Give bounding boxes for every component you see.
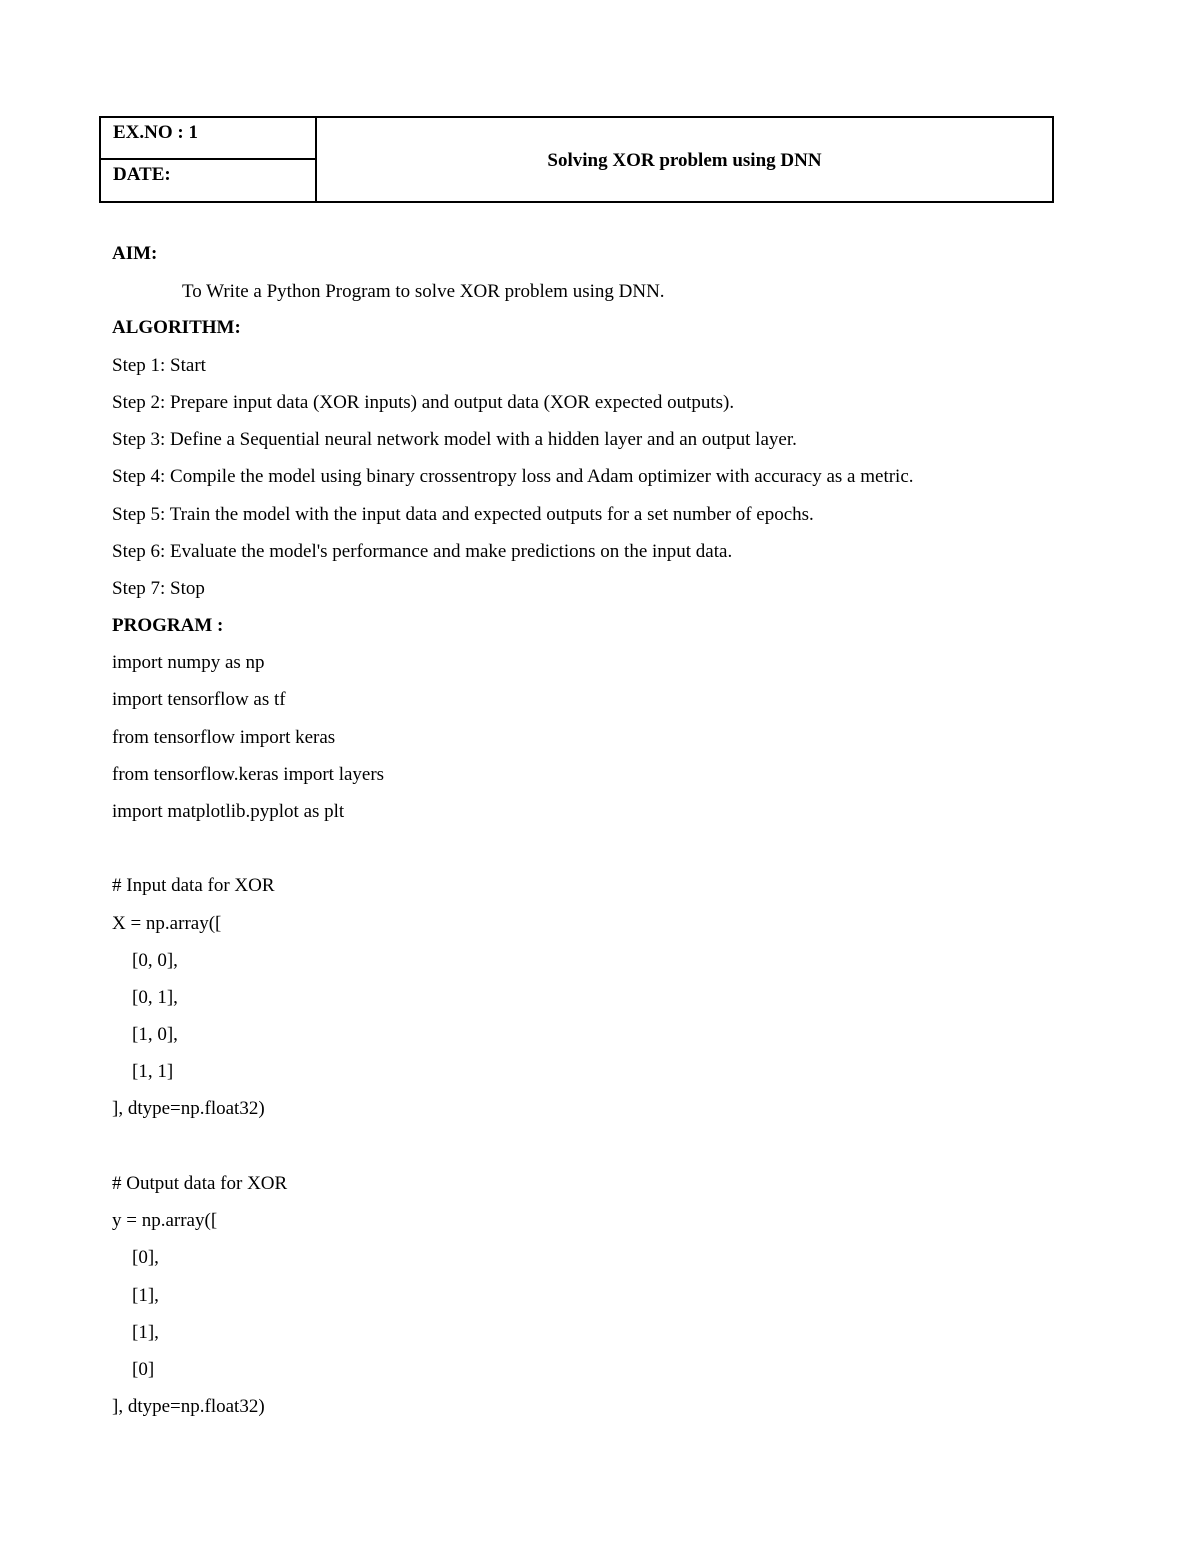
code-comment: # Output data for XOR [112, 1173, 288, 1194]
program-heading: PROGRAM : [112, 615, 224, 636]
exercise-number: EX.NO : 1 [101, 118, 315, 160]
code-line: ], dtype=np.float32) [112, 1098, 265, 1119]
code-line: y = np.array([ [112, 1210, 218, 1231]
code-comment: # Input data for XOR [112, 875, 275, 896]
algorithm-step: Step 7: Stop [112, 578, 205, 599]
code-line: X = np.array([ [112, 913, 222, 934]
code-line: import numpy as np [112, 652, 265, 673]
code-line: [0] [132, 1359, 155, 1380]
header-table [99, 116, 1054, 203]
algorithm-step: Step 2: Prepare input data (XOR inputs) and output data (XOR expected outputs). [112, 392, 735, 413]
algorithm-step: Step 1: Start [112, 355, 206, 376]
code-line: [0, 0], [132, 950, 178, 971]
code-line: [1], [132, 1322, 159, 1343]
code-line: [0], [132, 1247, 159, 1268]
code-line: [1, 0], [132, 1024, 178, 1045]
aim-heading: AIM: [112, 243, 158, 264]
algorithm-step: Step 6: Evaluate the model's performance and make predictions on the input data. [112, 541, 733, 562]
header-left-column [101, 118, 317, 201]
exercise-date: DATE: [113, 164, 171, 185]
algorithm-step: Step 4: Compile the model using binary crossentropy loss and Adam optimizer with accuracy as a metric. [112, 466, 914, 487]
exercise-title: Solving XOR problem using DNN [547, 149, 822, 171]
algorithm-heading: ALGORITHM: [112, 317, 241, 338]
code-line: ], dtype=np.float32) [112, 1396, 265, 1417]
algorithm-step: Step 3: Define a Sequential neural network model with a hidden layer and an output layer. [112, 429, 797, 450]
aim-text: To Write a Python Program to solve XOR problem using DNN. [182, 281, 665, 302]
code-line: from tensorflow import keras [112, 727, 336, 748]
code-line: from tensorflow.keras import layers [112, 764, 385, 785]
code-line: import matplotlib.pyplot as plt [112, 801, 345, 822]
code-line: [1], [132, 1285, 159, 1306]
algorithm-step: Step 5: Train the model with the input data and expected outputs for a set number of epochs. [112, 504, 814, 525]
code-line: [1, 1] [132, 1061, 174, 1082]
code-line: import tensorflow as tf [112, 689, 286, 710]
code-line: [0, 1], [132, 987, 178, 1008]
